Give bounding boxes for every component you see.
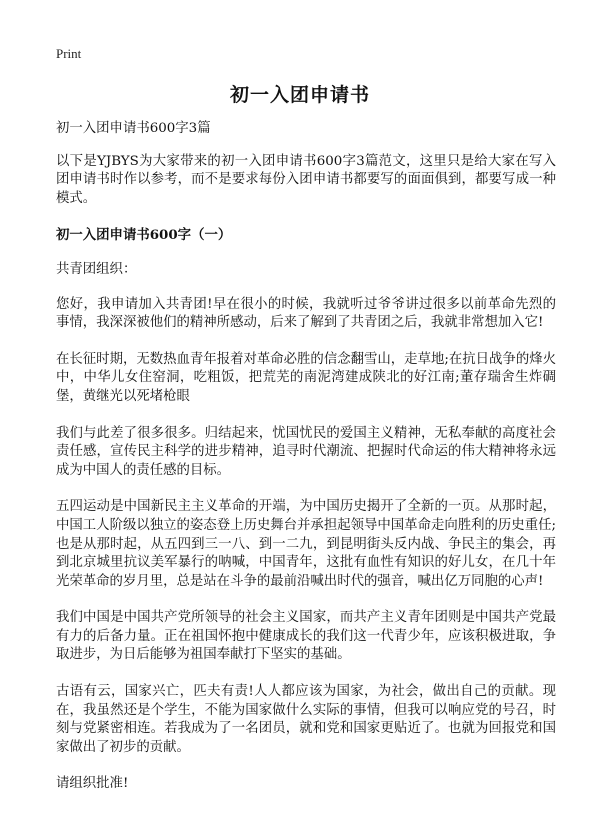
page-title: 初一入团申请书 [229, 84, 370, 106]
body-paragraph: 古语有云，国家兴亡，匹夫有责!人人都应该为国家，为社会，做出自己的贡献。现在，我虽然还是个学生，不能为国家做什么实际的事情，但我可以响应党的号召，时刻与党紧密相连。若我成为了一名团员，就和党和国家更贴近了。也就为回报党和国家做出了初步的贡献。 [56, 684, 556, 755]
salutation: 共青团组织： [56, 261, 137, 277]
closing-line: 请组织批准! [56, 776, 129, 792]
print-link[interactable]: Print [56, 46, 82, 61]
body-paragraph: 您好，我申请加入共青团!早在很小的时候，我就听过爷爷讲过很多以前革命先烈的事情，我深深被他们的精神所感动，后来了解到了共青团之后，我就非常想加入它! [56, 296, 556, 331]
document-body [56, 120, 556, 794]
body-paragraph: 我们中国是中国共产党所领导的社会主义国家，而共产主义青年团则是中国共产党最有力的后备力量。正在祖国怀抱中健康成长的我们这一代青少年，应该积极进取，争取进步，为日后能够为祖国奉献打下坚实的基础。 [56, 610, 556, 663]
body-paragraph: 我们与此差了很多很多。归结起来，忧国忧民的爱国主义精神，无私奉献的高度社会责任感，宣传民主科学的进步精神，追寻时代潮流、把握时代命运的伟大精神将永远成为中国人的责任感的目标。 [56, 425, 556, 478]
intro-paragraph: 以下是YJBYS为大家带来的初一入团申请书600字3篇范文，这里只是给大家在写入团申请书时作以参考，而不是要求每份入团申请书都要写的面面俱到，都要写成一种模式。 [56, 153, 556, 206]
body-paragraph: 五四运动是中国新民主主义革命的开端，为中国历史揭开了全新的一页。从那时起，中国工人阶级以独立的姿态登上历史舞台并承担起领导中国革命走向胜利的历史重任;也是从那时起，从五四到三一八、到一二九，到昆明街头反内战、争民主的集会，再到北京城里抗议美军暴行的呐喊，中国青年，这批有血性有知识的好儿女，在几十年光荣革命的岁月里，总是站在斗争的最前沿喊出时代的强音，喊出亿万同胞的心声! [56, 499, 556, 589]
document-subtitle: 初一入团申请书600字3篇 [56, 121, 211, 136]
body-paragraph: 在长征时期，无数热血青年报着对革命必胜的信念翻雪山，走草地;在抗日战争的烽火中，中华儿女住窑洞，吃粗饭，把荒芜的南泥湾建成陕北的好江南;董存瑞舍生炸碉堡，黄继光以死堵枪眼 [56, 351, 556, 404]
section-heading: 初一入团申请书600字（一） [56, 227, 232, 244]
